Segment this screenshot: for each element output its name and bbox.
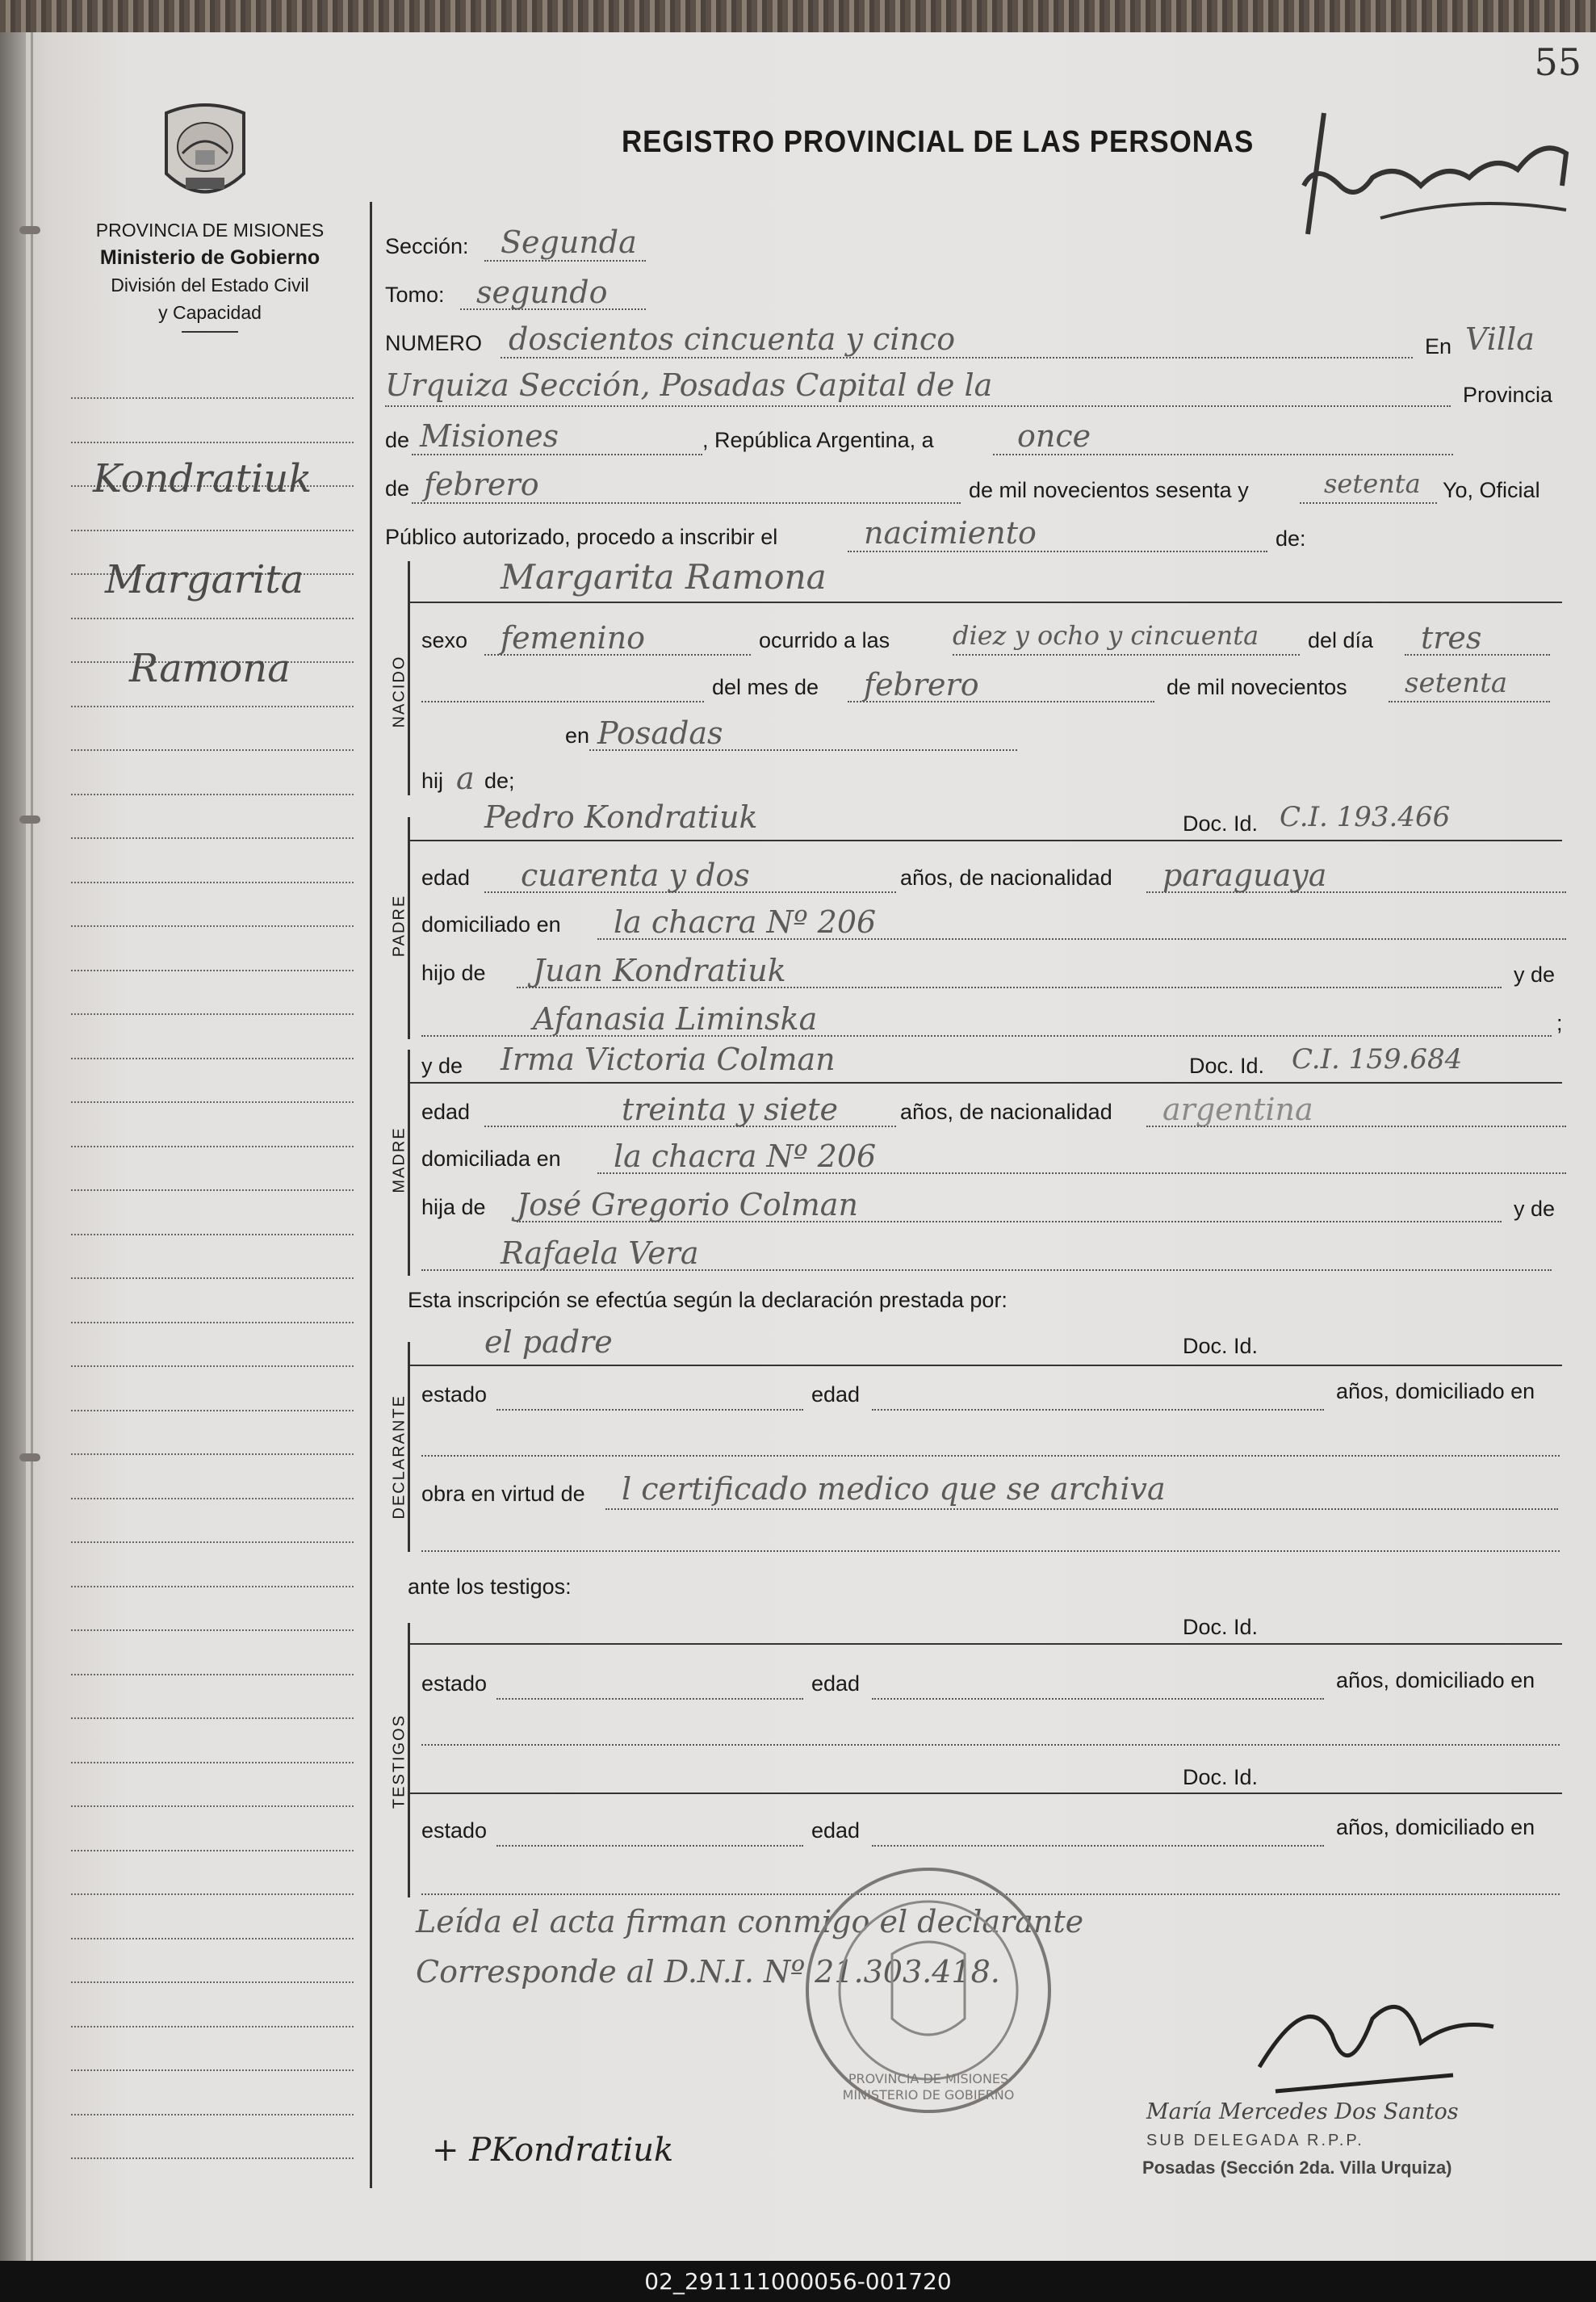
left-column-line [71, 618, 354, 619]
madre-doc-value: C.I. 159.684 [1292, 1043, 1463, 1076]
padre-section-label: PADRE [390, 894, 408, 958]
ocurrido-label: ocurrido a las [759, 628, 890, 652]
sexo-label: sexo [421, 628, 468, 652]
middle-name-margin: Ramona [129, 646, 291, 691]
padre-edad-label: edad [421, 866, 471, 890]
mil-sesenta-label: de mil novecientos sesenta y [969, 478, 1249, 502]
left-column-line [71, 2069, 354, 2071]
madre-edad-label: edad [421, 1100, 471, 1124]
left-column-line [71, 706, 354, 707]
left-column-line [71, 882, 354, 883]
declarante-doc-label: Doc. Id. [1183, 1334, 1259, 1358]
dia-value: once [1017, 418, 1091, 454]
de-colon-label: de: [1276, 526, 1306, 551]
left-column-line [71, 1058, 354, 1059]
numero-label: NUMERO [385, 331, 482, 355]
official-position: SUB DELEGADA R.P.P. [1146, 2132, 1364, 2149]
declarante-anos-label: años, domiciliado en [1336, 1379, 1535, 1403]
official-name: María Mercedes Dos Santos [1146, 2099, 1459, 2124]
numero-value: doscientos cincuenta y cinco [509, 321, 956, 357]
republica-label: , República Argentina, a [702, 428, 934, 452]
official-signature [1211, 1970, 1518, 2115]
padre-nombre-value: Pedro Kondratiuk [484, 799, 758, 835]
left-column-line [71, 1101, 354, 1103]
left-column-line [71, 1541, 354, 1543]
left-column-line [71, 1893, 354, 1895]
declarante-section-label: DECLARANTE [390, 1394, 408, 1520]
left-column-line [71, 749, 354, 751]
de-label: de [385, 428, 410, 452]
document-title: REGISTRO PROVINCIAL DE LAS PERSONAS [622, 125, 1255, 159]
madre-padre-value: José Gregorio Colman [517, 1187, 858, 1222]
testigo2-anos-label: años, domiciliado en [1336, 1815, 1535, 1839]
del-mes-label: del mes de [712, 675, 819, 699]
nota-lectura: Leída el acta firman conmigo el declarante [416, 1904, 1084, 1939]
de2-label: de [385, 476, 410, 501]
tomo-value: segundo [476, 275, 608, 310]
left-column-line [71, 1322, 354, 1323]
left-column-line [71, 1762, 354, 1763]
mil-nov-label: de mil novecientos [1167, 675, 1347, 699]
acto-value: nacimiento [864, 515, 1037, 551]
de-semicolon-label: de; [484, 769, 515, 793]
anio-nac-value: setenta [1405, 667, 1508, 699]
madre-nac-label: años, de nacionalidad [900, 1100, 1112, 1124]
ministry-label: Ministerio de Gobierno [99, 246, 320, 269]
left-column-line [71, 1410, 354, 1411]
left-column-line [71, 1938, 354, 1939]
padre-madre-value: Afanasia Liminska [533, 1001, 818, 1037]
madre-nac-value: argentina [1162, 1092, 1313, 1127]
padre-dom-value: la chacra Nº 206 [614, 904, 877, 940]
page-number: 55 [1534, 40, 1581, 84]
provincia-value: Misiones [420, 418, 559, 454]
left-column-line [71, 1234, 354, 1235]
padre-edad-value: cuarenta y dos [521, 857, 750, 893]
madre-doc-label: Doc. Id. [1189, 1054, 1265, 1078]
padre-dom-label: domiciliado en [421, 912, 561, 937]
province-label: PROVINCIA DE MISIONES [95, 220, 325, 241]
obra-value: l certificado medico que se archiva [622, 1471, 1166, 1507]
left-column-line [71, 1981, 354, 1983]
madre-madre-value: Rafaela Vera [501, 1235, 699, 1271]
left-column-line [71, 442, 354, 443]
official-location: Posadas (Sección 2da. Villa Urquiza) [1142, 2157, 1452, 2178]
yo-oficial-label: Yo, Oficial [1443, 478, 1540, 502]
padre-yde-label: y de [1514, 962, 1556, 987]
left-column-line [71, 837, 354, 839]
stamp-text: MINISTERIO DE GOBIERNO [842, 2087, 1015, 2103]
left-column-line [71, 1498, 354, 1499]
left-column-line [71, 1277, 354, 1279]
testigo2-estado-label: estado [421, 1818, 488, 1843]
province-seal-icon [158, 97, 252, 210]
division-label-2: y Capacidad [158, 302, 262, 323]
madre-yde2-label: y de [1514, 1197, 1556, 1221]
left-column-line [71, 1189, 354, 1191]
declarante-edad-label: edad [811, 1382, 861, 1407]
testigo2-doc-label: Doc. Id. [1183, 1765, 1259, 1789]
declaracion-label: Esta inscripción se efectúa según la declaración prestada por: [408, 1288, 1007, 1312]
left-column-line [71, 1453, 354, 1455]
left-column-line [71, 2157, 354, 2159]
madre-dom-value: la chacra Nº 206 [614, 1138, 877, 1174]
document-page: 55 PROVINCIA DE MISIONES Ministerio de Gobierno División del Estado Civil y Capacidad REGISTRO PROVINCIAL DE LAS PERSONAS Kondratiuk Margarita Ramona Sección: Segunda Tomo: segundo NUMERO doscientos cincuenta y cinco En Villa Urquiza Sección, Posadas Capital de la Provincia de Misiones , República Argentina, a once de febrero de mil novecientos sesenta y setenta Yo, Oficial Público autorizado, procedo a inscribir el nacimiento de: NACIDO Margarita Ramona sexo femenino ocurrido a las diez y ocho y cincuenta del día tres del mes de febrero de mil novecientos setenta en Posadas hij a de; Pedro Kondratiuk Doc. Id. C.I. 193.466 PADRE edad cuarenta y dos años, de nacionalidad paraguaya domiciliado en la chacra Nº 206 hijo de Juan Kondratiuk y de Afanasia Liminska ; y de Irma Victoria Colman Doc. Id. C.I. 159.684 MADRE edad treinta y siete años, de nacionalidad argentina domiciliada en la chacra Nº 206 hija de José Gregorio Colman y de Rafaela Vera Esta inscripción se efectúa según la declaración prestada por: el padre Doc. Id. DECLARANTE estado edad años, domiciliado en obra en virtud de l certificado medico que se archiva ante los testigos: Doc. Id. TESTIGOS estado edad años, domiciliado en Doc. Id. estado edad años, domiciliado en Leída el acta firman conmigo el declarante Corresponde al D.N.I. Nº 21.303.418. MINISTERIO DE GOBIERNO PROVINCIA DE MISIONES María Mercedes Dos Santos SUB DELEGADA R.P.P. Posadas (Sección 2da. Villa Urquiza) + PKondratiuk [0, 0, 1596, 2261]
left-column-line [71, 1805, 354, 1807]
declarante-estado-label: estado [421, 1382, 488, 1407]
left-column-line [71, 1146, 354, 1147]
declarante-value: el padre [484, 1324, 613, 1360]
left-column-line [71, 970, 354, 971]
seccion-value: Segunda [501, 224, 637, 260]
left-column-line [71, 925, 354, 927]
left-column-line [71, 1586, 354, 1587]
binding-hole [19, 1453, 40, 1461]
hora-value: diez y ocho y cincuenta [953, 620, 1259, 651]
padre-hijo-label: hijo de [421, 961, 486, 985]
padre-doc-value: C.I. 193.466 [1280, 801, 1451, 833]
left-column-line [71, 1629, 354, 1631]
left-column-line [71, 530, 354, 531]
testigo1-edad-label: edad [811, 1671, 861, 1696]
testigo1-doc-label: Doc. Id. [1183, 1615, 1259, 1639]
left-column-line [71, 1674, 354, 1675]
madre-dom-label: domiciliada en [421, 1147, 561, 1171]
madre-edad-value: treinta y siete [622, 1092, 839, 1127]
given-name-margin: Margarita [105, 557, 304, 602]
stamp-text-2: PROVINCIA DE MISIONES [848, 2071, 1009, 2086]
mes-value: febrero [424, 467, 539, 502]
binding-hole [19, 226, 40, 234]
madre-section-label: MADRE [390, 1126, 408, 1193]
en-value-2: Urquiza Sección, Posadas Capital de la [385, 367, 993, 403]
en2-label: en [565, 723, 590, 748]
nota-dni: Corresponde al D.N.I. Nº 21.303.418. [416, 1954, 1000, 1990]
left-column-line [71, 2114, 354, 2115]
testigos-section-label: TESTIGOS [390, 1713, 408, 1809]
hij-suffix-value: a [456, 761, 475, 796]
testigo1-anos-label: años, domiciliado en [1336, 1668, 1535, 1692]
left-column-line [71, 1365, 354, 1367]
madre-nombre-value: Irma Victoria Colman [501, 1042, 836, 1077]
provincia-label: Provincia [1463, 383, 1553, 407]
seccion-label: Sección: [385, 234, 469, 258]
testigo2-edad-label: edad [811, 1818, 861, 1843]
nombre-value: Margarita Ramona [501, 557, 827, 597]
anio-value: setenta [1324, 468, 1421, 499]
binding-hole [19, 816, 40, 824]
madre-hija-label: hija de [421, 1195, 486, 1219]
column-divider [370, 202, 372, 2188]
nacido-section-label: NACIDO [390, 655, 408, 728]
obra-label: obra en virtud de [421, 1482, 585, 1506]
dia-nac-value: tres [1421, 620, 1482, 656]
observation-signature [1259, 65, 1582, 250]
left-column-line [71, 2026, 354, 2027]
publico-label: Público autorizado, procedo a inscribir el [385, 525, 778, 549]
mes-nac-value: febrero [864, 667, 979, 702]
padre-nac-value: paraguaya [1162, 857, 1327, 893]
official-stamp [795, 1857, 1062, 2124]
padre-doc-label: Doc. Id. [1183, 811, 1259, 836]
division-label: División del Estado Civil [111, 275, 309, 296]
image-filename: 02_291111000056-001720 [0, 2261, 1596, 2302]
left-column-line [71, 1850, 354, 1851]
del-dia-label: del día [1308, 628, 1374, 652]
hij-label: hij [421, 769, 444, 793]
padre-padre-value: Juan Kondratiuk [533, 953, 786, 988]
lugar-value: Posadas [597, 715, 723, 751]
left-header [57, 216, 363, 333]
left-column-line [71, 794, 354, 795]
en-value-1: Villa [1465, 321, 1535, 357]
testigo1-estado-label: estado [421, 1671, 488, 1696]
surname-margin: Kondratiuk [93, 456, 312, 501]
left-column-line [71, 397, 354, 399]
binder-edge [0, 32, 26, 2261]
left-column-line [71, 1717, 354, 1719]
madre-yde-label: y de [421, 1054, 463, 1078]
tomo-label: Tomo: [385, 283, 445, 307]
padre-nac-label: años, de nacionalidad [900, 866, 1112, 890]
left-column-line [71, 1013, 354, 1015]
en-label: En [1425, 334, 1452, 359]
sexo-value: femenino [501, 620, 646, 656]
declarante-signature: + PKondratiuk [432, 2132, 674, 2169]
binding-edge [0, 0, 1596, 32]
testigos-intro-label: ante los testigos: [408, 1575, 572, 1599]
